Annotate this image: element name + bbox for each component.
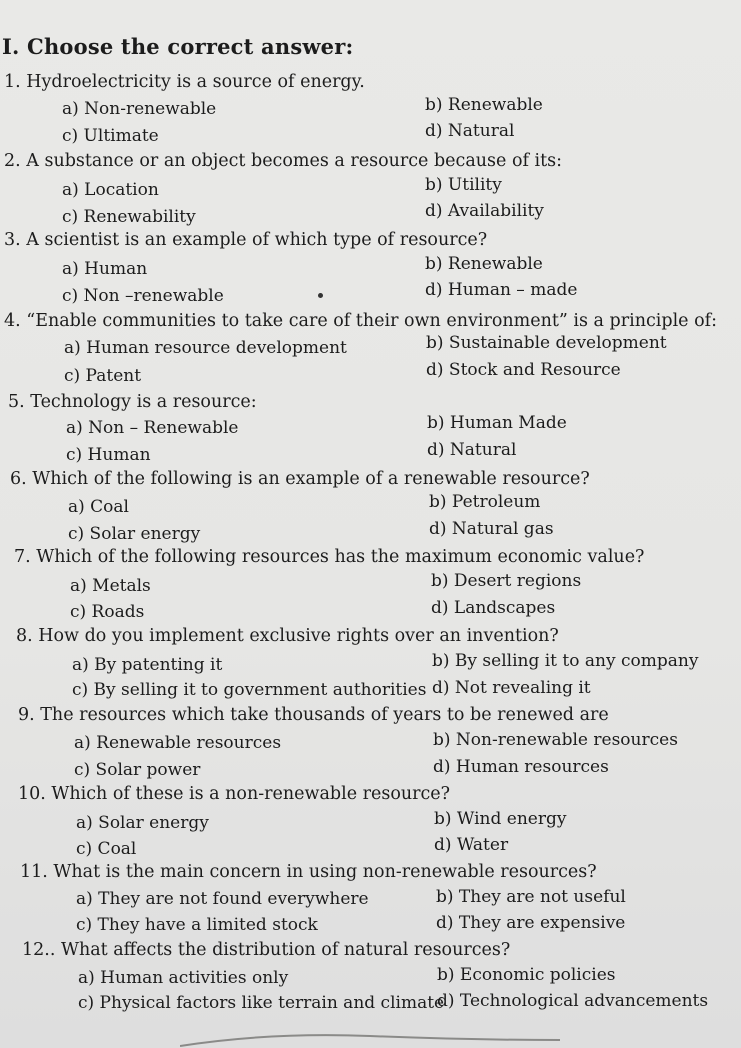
- option-7b: b) Desert regions: [431, 571, 582, 591]
- option-12b: b) Economic policies: [437, 965, 616, 985]
- option-2c: c) Renewability: [62, 207, 196, 227]
- option-9c: c) Solar power: [74, 760, 201, 780]
- question-12: 12.. What affects the distribution of natural resources?: [22, 940, 511, 960]
- option-4c: c) Patent: [64, 366, 142, 386]
- option-1d: d) Natural: [425, 121, 515, 141]
- option-11a: a) They are not found everywhere: [76, 889, 369, 909]
- option-4a: a) Human resource development: [64, 338, 347, 358]
- question-7: 7. Which of the following resources has the maximum economic value?: [14, 547, 645, 567]
- option-8a: a) By patenting it: [72, 655, 223, 675]
- option-2a: a) Location: [62, 180, 159, 200]
- question-6: 6. Which of the following is an example of a renewable resource?: [10, 469, 590, 489]
- option-1b: b) Renewable: [425, 95, 543, 115]
- option-6d: d) Natural gas: [429, 519, 554, 539]
- option-3d: d) Human – made: [425, 280, 578, 300]
- option-6c: c) Solar energy: [68, 524, 201, 544]
- option-9b: b) Non-renewable resources: [433, 730, 678, 750]
- option-12c: c) Physical factors like terrain and climate: [78, 993, 445, 1013]
- option-8b: b) By selling it to any company: [432, 651, 699, 671]
- question-8: 8. How do you implement exclusive rights over an invention?: [16, 626, 559, 646]
- option-6a: a) Coal: [68, 497, 129, 517]
- option-3c: c) Non –renewable: [62, 286, 224, 306]
- option-4d: d) Stock and Resource: [426, 360, 621, 380]
- option-10a: a) Solar energy: [76, 813, 209, 833]
- page-bottom-edge: [180, 1030, 560, 1048]
- option-4b: b) Sustainable development: [426, 333, 667, 353]
- option-11d: d) They are expensive: [436, 913, 626, 933]
- option-2b: b) Utility: [425, 175, 502, 195]
- question-10: 10. Which of these is a non-renewable resource?: [18, 784, 451, 804]
- question-11: 11. What is the main concern in using non-renewable resources?: [20, 862, 597, 882]
- option-8c: c) By selling it to government authorities: [72, 680, 427, 700]
- option-10d: d) Water: [434, 835, 509, 855]
- option-1c: c) Ultimate: [62, 126, 159, 146]
- question-5: 5. Technology is a resource:: [8, 392, 257, 412]
- option-3a: a) Human: [62, 259, 148, 279]
- section-heading: I. Choose the correct answer:: [2, 34, 354, 59]
- question-2: 2. A substance or an object becomes a resource because of its:: [4, 151, 563, 171]
- question-1: 1. Hydroelectricity is a source of energy.: [4, 72, 365, 92]
- option-11c: c) They have a limited stock: [76, 915, 318, 935]
- option-10b: b) Wind energy: [434, 809, 567, 829]
- option-10c: c) Coal: [76, 839, 137, 859]
- option-11b: b) They are not useful: [436, 887, 626, 907]
- option-8d: d) Not revealing it: [432, 678, 591, 698]
- option-9a: a) Renewable resources: [74, 733, 282, 753]
- stray-mark: [318, 293, 323, 298]
- question-4: 4. “Enable communities to take care of their own environment” is a principle of:: [4, 311, 717, 331]
- option-5d: d) Natural: [427, 440, 517, 460]
- option-5a: a) Non – Renewable: [66, 418, 239, 438]
- option-3b: b) Renewable: [425, 254, 543, 274]
- option-9d: d) Human resources: [433, 757, 609, 777]
- question-9: 9. The resources which take thousands of years to be renewed are: [18, 705, 609, 725]
- question-3: 3. A scientist is an example of which type of resource?: [4, 230, 488, 250]
- option-2d: d) Availability: [425, 201, 544, 221]
- option-7d: d) Landscapes: [431, 598, 556, 618]
- option-12a: a) Human activities only: [78, 968, 289, 988]
- option-5b: b) Human Made: [427, 413, 567, 433]
- option-6b: b) Petroleum: [429, 492, 541, 512]
- option-5c: c) Human: [66, 445, 151, 465]
- option-1a: a) Non-renewable: [62, 99, 217, 119]
- option-7c: c) Roads: [70, 602, 145, 622]
- option-12d: d) Technological advancements: [437, 991, 709, 1011]
- option-7a: a) Metals: [70, 576, 151, 596]
